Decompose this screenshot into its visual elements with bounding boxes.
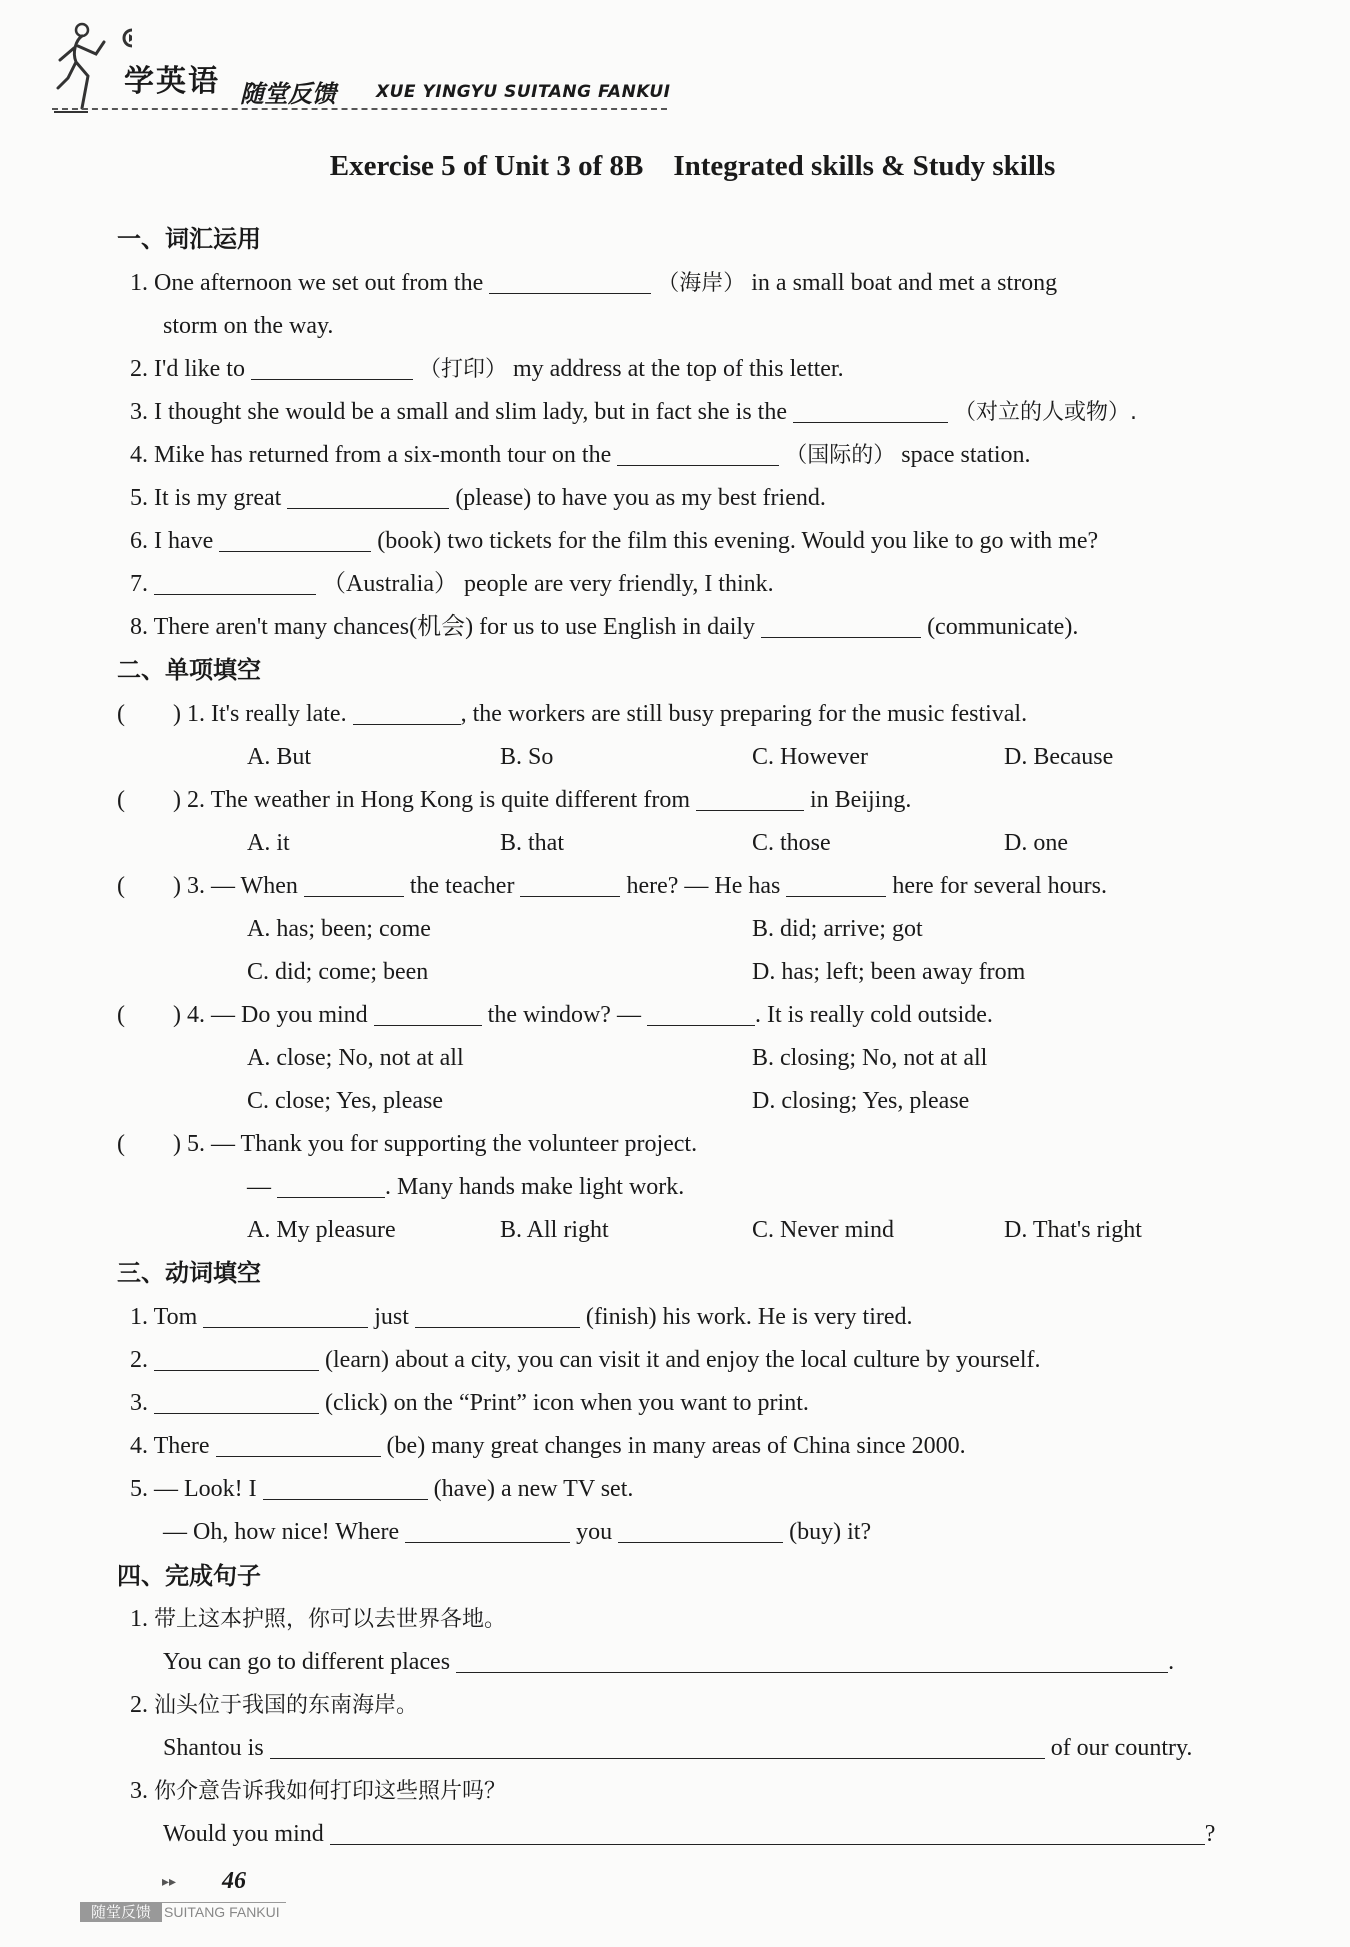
option-a[interactable]: A. has; been; come <box>247 916 431 942</box>
header <box>52 18 692 123</box>
s1-item-2: 2. I'd like to （打印） my address at the top of this letter. <box>130 356 844 382</box>
s2-item-5: ( ) 5. — Thank you for supporting the volunteer project. <box>117 1131 698 1157</box>
answer-blank[interactable] <box>216 1432 381 1457</box>
answer-blank[interactable] <box>277 1173 385 1198</box>
option-d[interactable]: D. one <box>1004 830 1068 856</box>
s1-item-6: 6. I have (book) two tickets for the film this evening. Would you like to go with me? <box>130 528 1099 554</box>
s1-item-8: 8. There aren't many chances(机会) for us to use English in daily (communicate). <box>130 614 1079 640</box>
answer-blank[interactable] <box>415 1303 580 1328</box>
answer-blank[interactable] <box>263 1475 428 1500</box>
section-1-heading: 一、词汇运用 <box>117 225 261 253</box>
option-a[interactable]: A. it <box>247 830 290 856</box>
answer-blank[interactable] <box>618 1518 783 1543</box>
header-divider <box>52 108 667 110</box>
s4-item-3-cn: 3. 你介意告诉我如何打印这些照片吗？ <box>130 1778 507 1804</box>
option-a[interactable]: A. But <box>247 744 312 770</box>
answer-blank[interactable] <box>793 398 948 423</box>
answer-blank[interactable] <box>353 700 461 725</box>
s2-item-1: ( ) 1. It's really late. , the workers are still busy preparing for the music festival. <box>117 701 1028 727</box>
answer-blank[interactable] <box>489 269 651 294</box>
section-2-heading: 二、单项填空 <box>117 656 261 684</box>
option-a[interactable]: A. close; No, not at all <box>247 1045 464 1071</box>
answer-blank[interactable] <box>203 1303 368 1328</box>
footer-english: SUITANG FANKUI <box>164 1904 280 1920</box>
answer-paren[interactable]: ( ) <box>117 1131 181 1157</box>
s1-item-3: 3. I thought she would be a small and slim lady, but in fact she is the （对立的人或物）. <box>130 399 1137 425</box>
s3-item-1: 1. Tom just (finish) his work. He is very tired. <box>130 1304 913 1330</box>
answer-line[interactable] <box>330 1820 1205 1845</box>
s2-item-3: ( ) 3. — When the teacher here? — He has here for several hours. <box>117 873 1107 899</box>
option-b[interactable]: B. So <box>500 744 554 770</box>
answer-blank[interactable] <box>154 1389 319 1414</box>
s1-item-1-cont: storm on the way. <box>163 313 334 339</box>
answer-blank[interactable] <box>304 872 404 897</box>
answer-blank[interactable] <box>761 613 921 638</box>
s3-item-4: 4. There (be) many great changes in many areas of China since 2000. <box>130 1433 966 1459</box>
s2-item-5-reply: — . Many hands make light work. <box>247 1174 685 1200</box>
answer-paren[interactable]: ( ) <box>117 873 181 899</box>
answer-blank[interactable] <box>374 1001 482 1026</box>
logo-subtitle: 随堂反馈 <box>240 79 336 108</box>
s3-item-2: 2. (learn) about a city, you can visit it and enjoy the local culture by yourself. <box>130 1347 1041 1373</box>
title-part-1: Exercise 5 of Unit 3 of 8B <box>329 150 644 182</box>
option-c[interactable]: C. Never mind <box>752 1217 894 1243</box>
option-d[interactable]: D. has; left; been away from <box>752 959 1026 985</box>
option-c[interactable]: C. those <box>752 830 831 856</box>
s2-item-4: ( ) 4. — Do you mind the window? — . It is really cold outside. <box>117 1002 993 1028</box>
title-part-2: Integrated skills & Study skills <box>673 150 1056 182</box>
page-title <box>0 150 1350 183</box>
answer-paren[interactable]: ( ) <box>117 787 181 813</box>
answer-paren[interactable]: ( ) <box>117 701 181 727</box>
page-number: 46 <box>222 1868 246 1894</box>
answer-blank[interactable] <box>647 1001 755 1026</box>
s1-item-5: 5. It is my great (please) to have you as my best friend. <box>130 485 826 511</box>
answer-blank[interactable] <box>154 1346 319 1371</box>
answer-blank[interactable] <box>617 441 779 466</box>
option-b[interactable]: B. closing; No, not at all <box>752 1045 988 1071</box>
s4-item-3-en: Would you mind ? <box>163 1821 1216 1847</box>
s4-item-2-cn: 2. 汕头位于我国的东南海岸。 <box>130 1692 419 1718</box>
answer-blank[interactable] <box>251 355 413 380</box>
s3-item-5: 5. — Look! I (have) a new TV set. <box>130 1476 634 1502</box>
footer-divider <box>160 1902 286 1903</box>
logo-chinese: 学英语 <box>124 64 220 99</box>
section-4-heading: 四、完成句子 <box>117 1562 261 1590</box>
footer-badge: 随堂反馈 <box>80 1902 162 1922</box>
answer-blank[interactable] <box>219 527 371 552</box>
answer-blank[interactable] <box>696 786 804 811</box>
option-c[interactable]: C. did; come; been <box>247 959 429 985</box>
runner-figure-icon <box>52 18 132 118</box>
option-d[interactable]: D. That's right <box>1004 1217 1142 1243</box>
s2-item-2: ( ) 2. The weather in Hong Kong is quite different from in Beijing. <box>117 787 912 813</box>
s1-item-7: 7. （Australia） people are very friendly, I think. <box>130 571 774 597</box>
option-d[interactable]: D. Because <box>1004 744 1114 770</box>
arrow-icon: ▸▸ <box>162 1874 177 1890</box>
option-b[interactable]: B. did; arrive; got <box>752 916 923 942</box>
answer-blank[interactable] <box>154 570 316 595</box>
option-b[interactable]: B. All right <box>500 1217 609 1243</box>
s1-item-1: 1. One afternoon we set out from the （海岸） in a small boat and met a strong <box>130 270 1058 296</box>
s1-item-4: 4. Mike has returned from a six-month tour on the （国际的） space station. <box>130 442 1031 468</box>
answer-line[interactable] <box>270 1734 1045 1759</box>
s4-item-1-en: You can go to different places . <box>163 1649 1175 1675</box>
answer-blank[interactable] <box>786 872 886 897</box>
option-d[interactable]: D. closing; Yes, please <box>752 1088 970 1114</box>
option-c[interactable]: C. However <box>752 744 868 770</box>
s3-item-5-reply: — Oh, how nice! Where you (buy) it? <box>163 1519 872 1545</box>
s4-item-1-cn: 1. 带上这本护照，你可以去世界各地。 <box>130 1606 507 1632</box>
s3-item-3: 3. (click) on the “Print” icon when you want to print. <box>130 1390 809 1416</box>
logo-english: XUE YINGYU SUITANG FANKUI <box>376 82 671 102</box>
answer-paren[interactable]: ( ) <box>117 1002 181 1028</box>
option-b[interactable]: B. that <box>500 830 564 856</box>
s4-item-2-en: Shantou is of our country. <box>163 1735 1193 1761</box>
section-3-heading: 三、动词填空 <box>117 1259 261 1287</box>
option-a[interactable]: A. My pleasure <box>247 1217 396 1243</box>
answer-blank[interactable] <box>520 872 620 897</box>
option-c[interactable]: C. close; Yes, please <box>247 1088 443 1114</box>
answer-blank[interactable] <box>405 1518 570 1543</box>
answer-line[interactable] <box>456 1648 1168 1673</box>
answer-blank[interactable] <box>287 484 449 509</box>
